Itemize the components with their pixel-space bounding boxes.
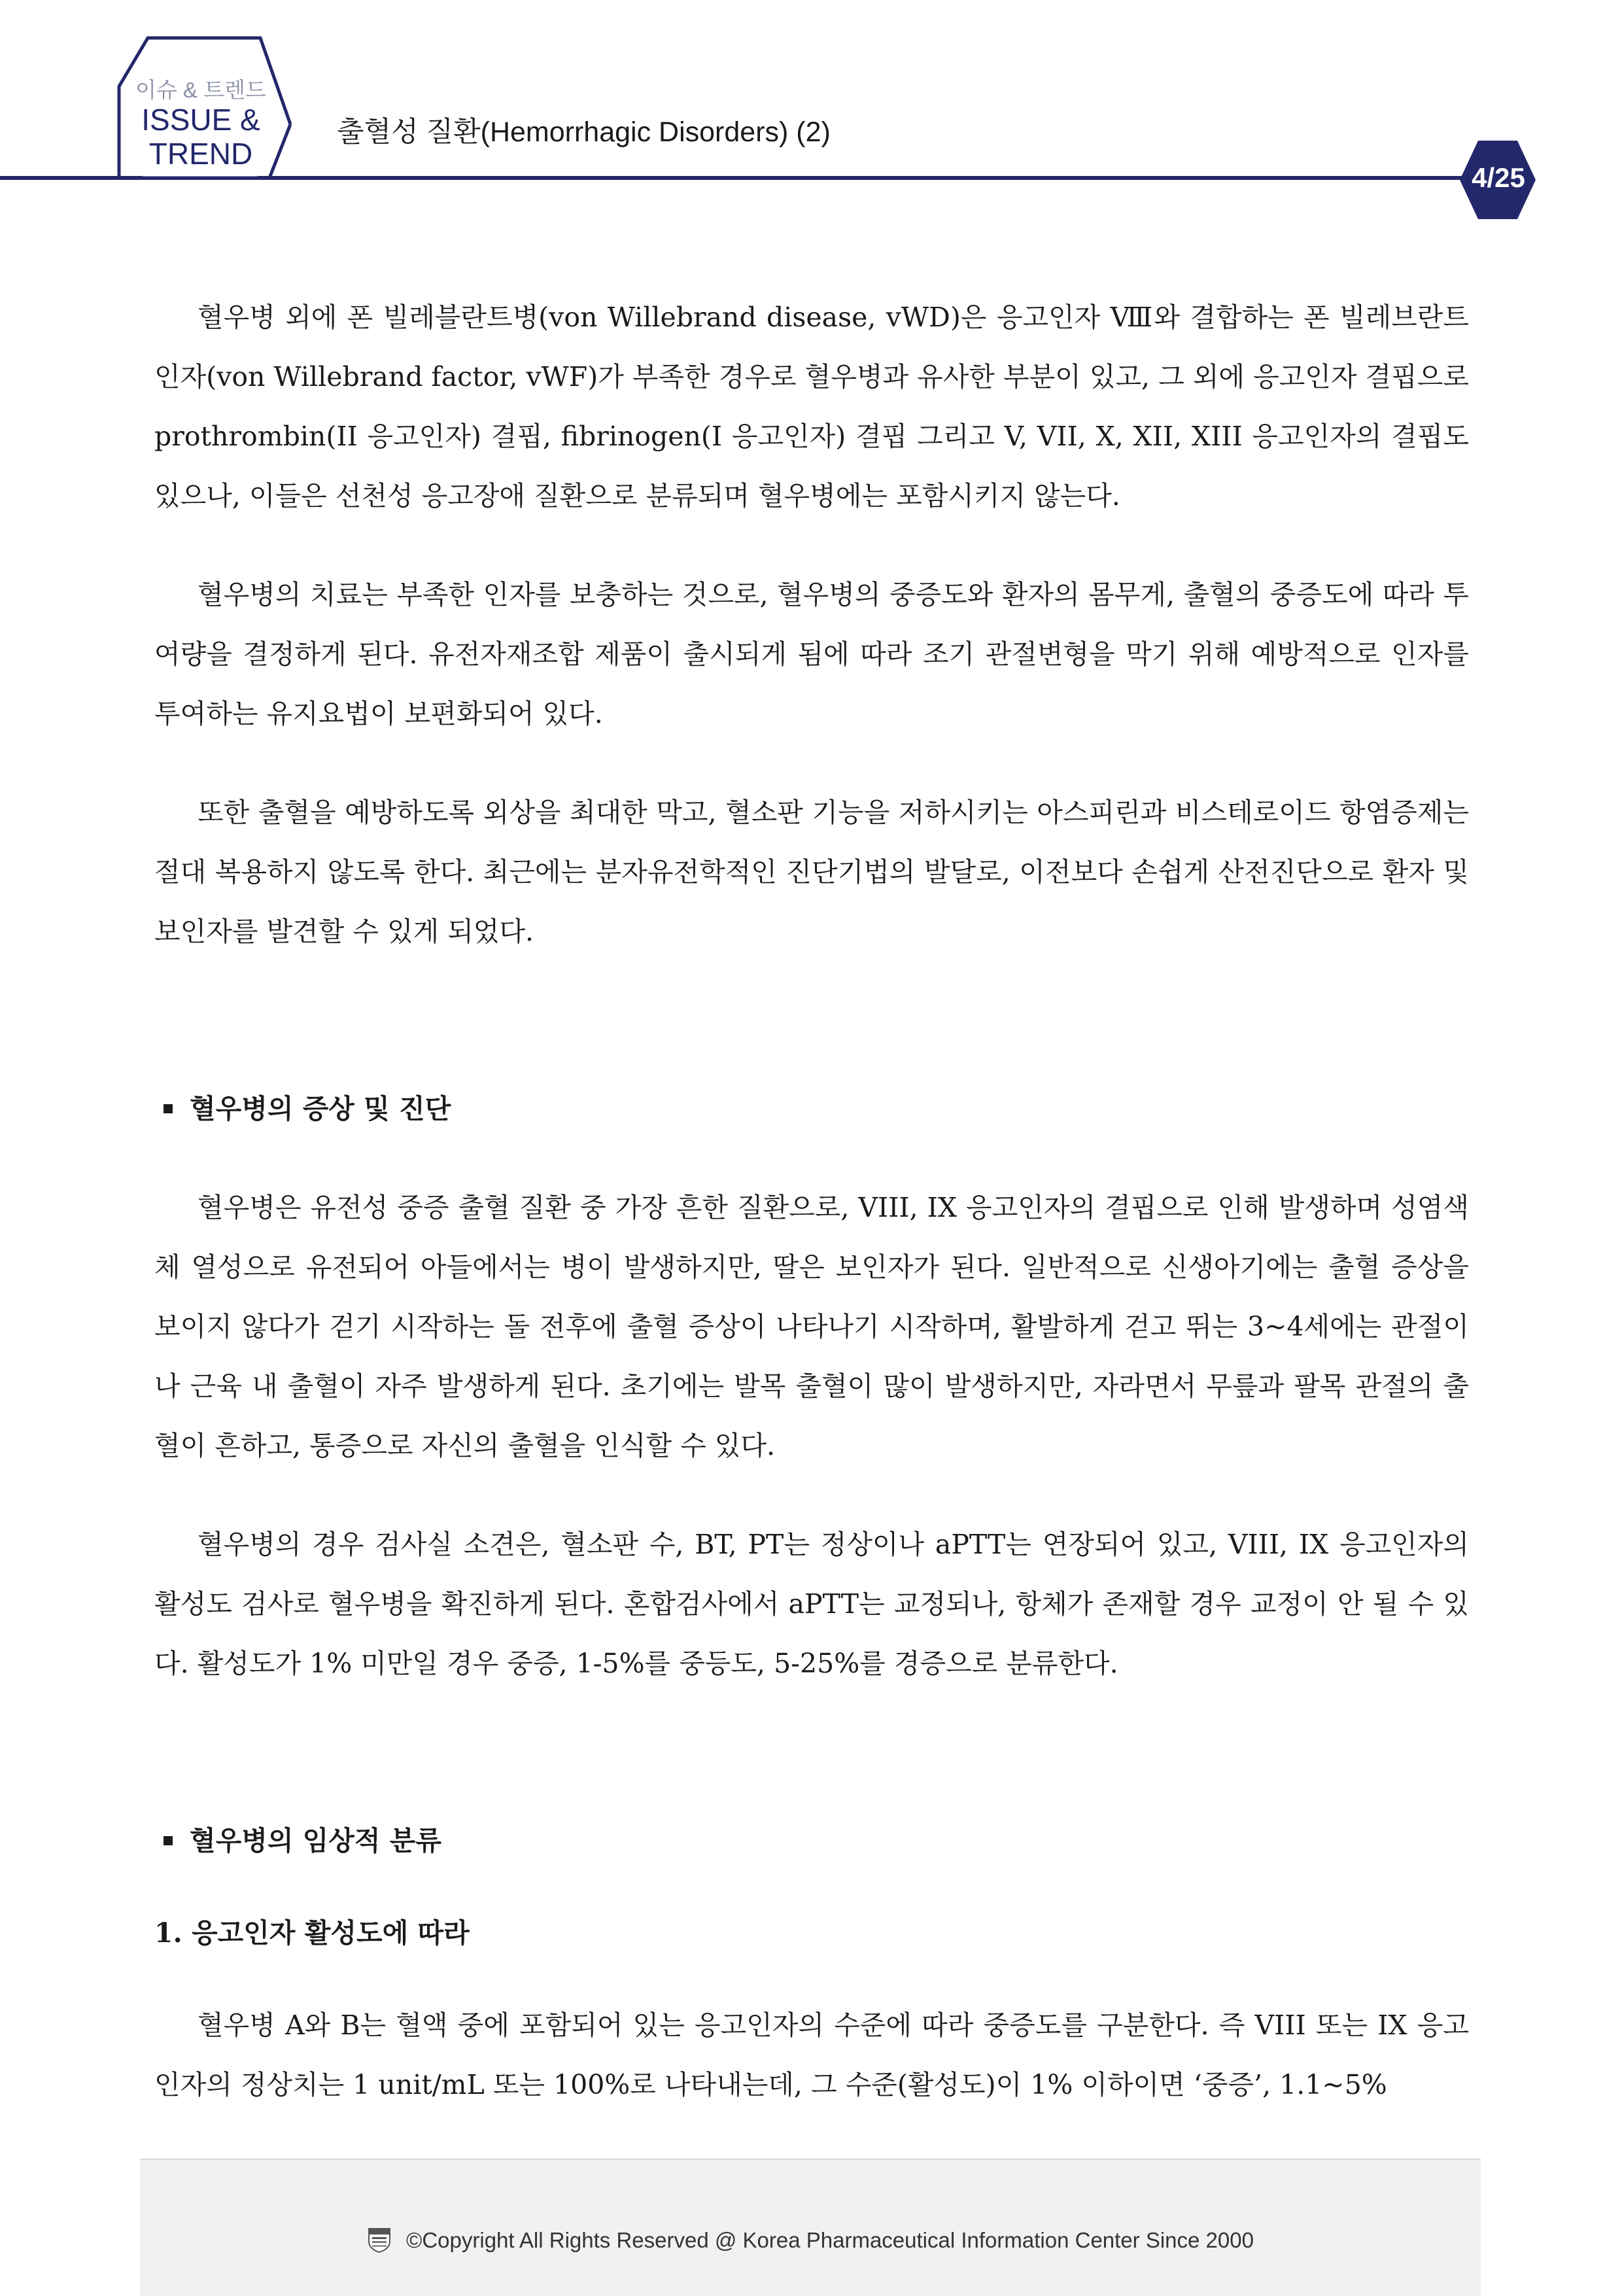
paragraph: 혈우병 외에 폰 빌레블란트병(von Willebrand disease, vWD)은 응고인자 Ⅷ와 결합하는 폰 빌레브란트 인자(von Willebrand factor, vWF)가 부족한 경우로 혈우병과 유사한 부분이 있고, 그 외에 응고인자 결핍으로 prothrombin(II 응고인자) 결핍, fibrinogen(I 응고인자) 결핍 그리고 V, VII, X, XII, XIII 응고인자의 결핍도 있으나, 이들은 선천성 응고장애 질환으로 분류되며 혈우병에는 포함시키지 않는다. [154, 302, 1469, 512]
badge-label-trend: TREND [148, 137, 253, 171]
section-heading-text: 혈우병의 증상 및 진단 [190, 1093, 451, 1124]
page-footer [140, 2159, 1481, 2296]
document-title: 출혈성 질환(Hemorrhagic Disorders) (2) [337, 116, 831, 148]
sub-heading: 1. 응고인자 활성도에 따라 [154, 1917, 470, 1949]
section-heading [154, 1811, 1469, 1871]
badge-label-issue: ISSUE & [141, 103, 260, 137]
square-bullet-icon [164, 1104, 173, 1113]
paragraph: 혈우병의 경우 검사실 소견은, 혈소판 수, BT, PT는 정상이나 aPTT는 연장되어 있고, VIII, IX 응고인자의 활성도 검사로 혈우병을 확진하게 된다. 혼합검사에서 aPTT는 교정되나, 항체가 존재할 경우 교정이 안 될 수 있다. 활성도가 1% 미만일 경우 중증, 1-5%를 중등도, 5-25%를 경증으로 분류한다. [154, 1529, 1469, 1679]
paragraph: 또한 출혈을 예방하도록 외상을 최대한 막고, 혈소판 기능을 저하시키는 아스피린과 비스테로이드 항염증제는 절대 복용하지 않도록 한다. 최근에는 분자유전학적인 진단기법의 발달로, 이전보다 손쉽게 산전진단으로 환자 및 보인자를 발견할 수 있게 되었다. [154, 797, 1469, 947]
document-body [154, 288, 1469, 2115]
paragraph: 혈우병의 치료는 부족한 인자를 보충하는 것으로, 혈우병의 중증도와 환자의 몸무게, 출혈의 중증도에 따라 투여량을 결정하게 된다. 유전자재조합 제품이 출시되게 됨에 따라 조기 관절변형을 막기 위해 예방적으로 인자를 투여하는 유지요법이 보편화되어 있다. [154, 579, 1469, 729]
page-number: 4/25 [1472, 162, 1525, 193]
square-bullet-icon [164, 1836, 173, 1845]
paragraph: 혈우병은 유전성 중증 출혈 질환 중 가장 흔한 질환으로, VIII, IX 응고인자의 결핍으로 인해 발생하며 성염색체 열성으로 유전되어 아들에서는 병이 발생하지만, 딸은 보인자가 된다. 일반적으로 신생아기에는 출혈 증상을 보이지 않다가 걷기 시작하는 돌 전후에 출혈 증상이 나타나기 시작하며, 활발하게 걷고 뛰는 3~4세에는 관절이나 근육 내 출혈이 자주 발생하게 된다. 초기에는 발목 출혈이 많이 발생하지만, 자라면서 무릎과 팔목 관절의 출혈이 흔하고, 통증으로 자신의 출혈을 인식할 수 있다. [154, 1192, 1469, 1461]
footer-line [140, 2228, 1481, 2255]
paragraph: 혈우병 A와 B는 혈액 중에 포함되어 있는 응고인자의 수준에 따라 중증도를 구분한다. 즉 VIII 또는 IX 응고인자의 정상치는 1 unit/mL 또는 100%로 나타내는데, 그 수준(활성도)이 1% 이하이면 ‘중증’, 1.1~5% [154, 2009, 1469, 2100]
kpic-shield-icon [367, 2227, 392, 2253]
section-heading [154, 1079, 1469, 1139]
badge-label-korean: 이슈 & 트렌드 [135, 78, 266, 102]
section-heading-text: 혈우병의 임상적 분류 [190, 1825, 442, 1856]
copyright-text: ©Copyright All Rights Reserved @ Korea Pharmaceutical Information Center Since 2000 [406, 2228, 1254, 2252]
